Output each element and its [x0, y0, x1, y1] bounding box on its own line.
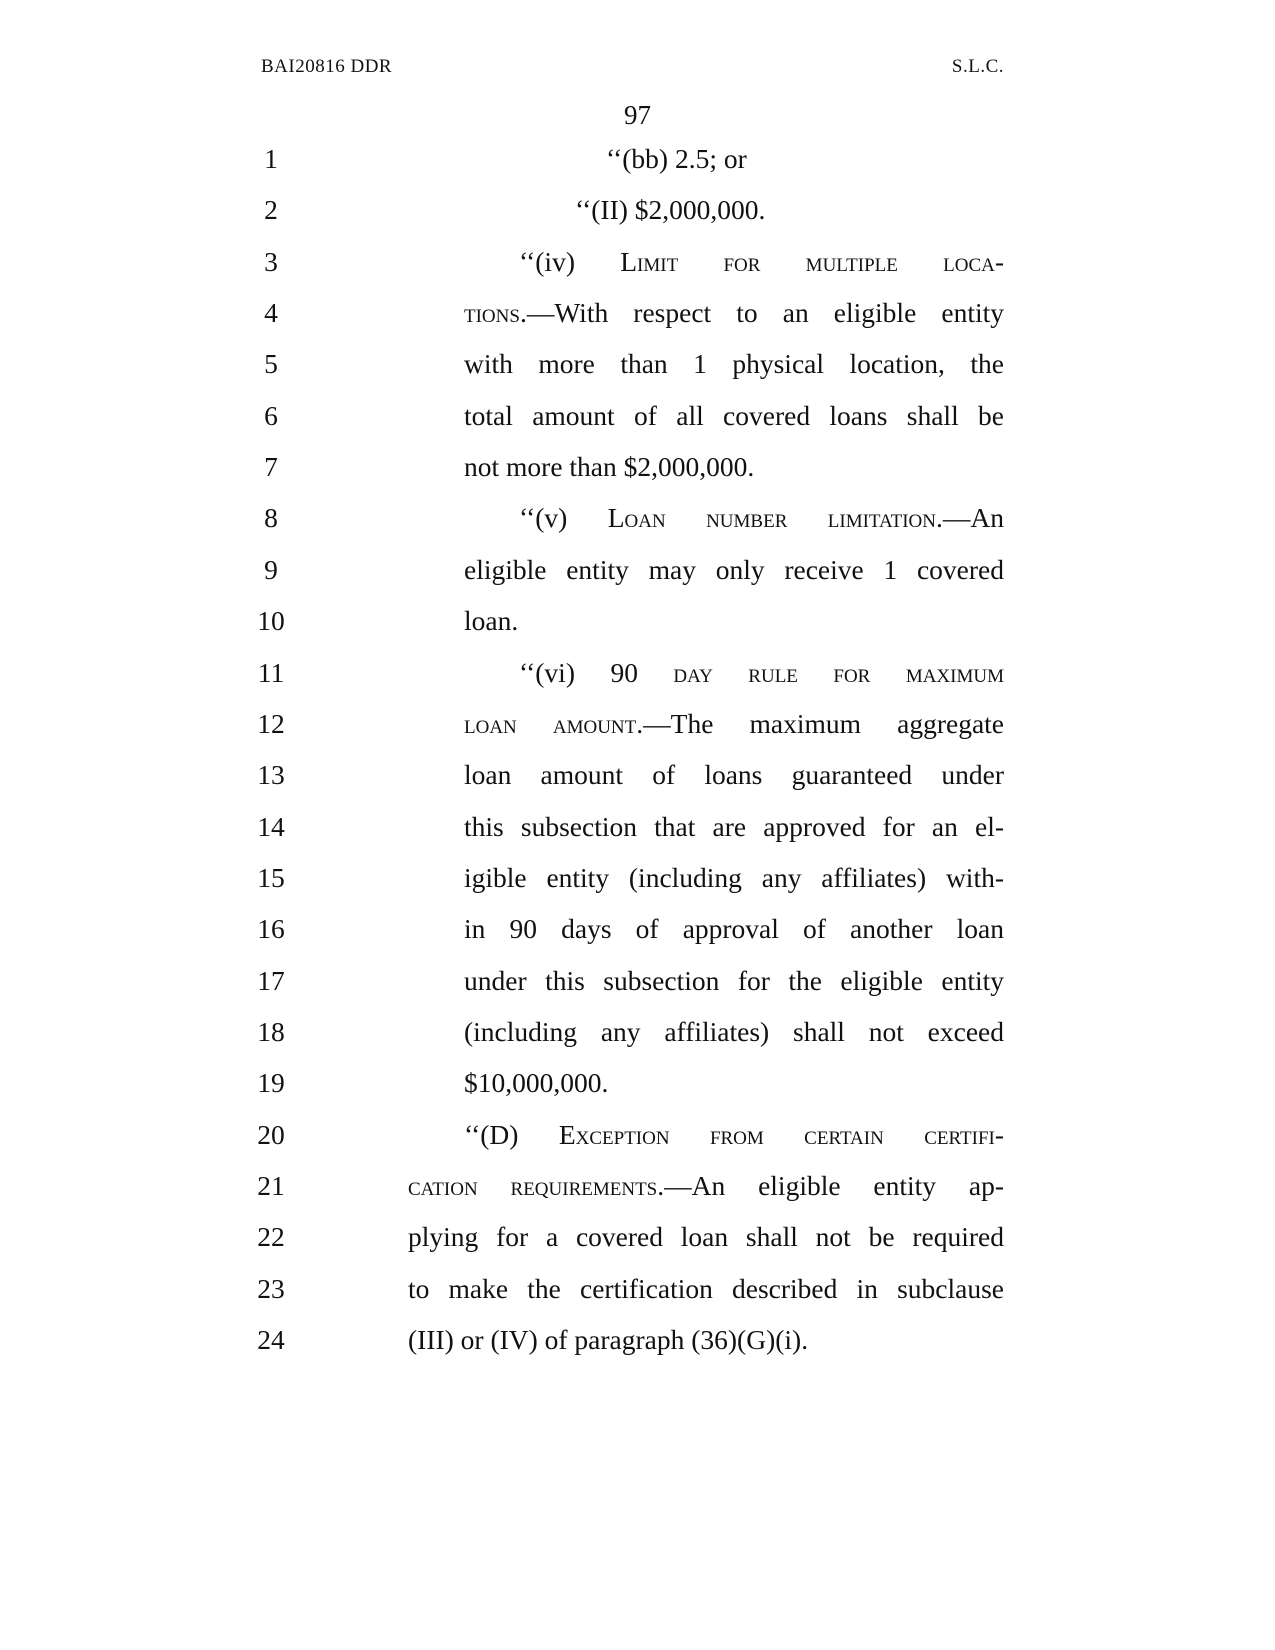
line-text	[464, 337, 1004, 390]
line-number: 14	[257, 810, 285, 842]
text-line	[0, 1108, 1275, 1161]
line-number: 22	[257, 1221, 285, 1253]
line-number: 9	[264, 553, 278, 585]
text-segment: (including any affiliates) shall not exceed	[464, 1015, 1004, 1047]
text-segment: loan.	[464, 605, 519, 637]
line-number: 23	[257, 1272, 285, 1304]
line-number: 13	[257, 759, 285, 791]
text-segment: .—The maximum aggregate	[636, 707, 1004, 739]
text-segment: total amount of all covered loans shall be	[464, 399, 1004, 431]
line-number: 16	[257, 913, 285, 945]
text-segment: not more than $2,000,000.	[464, 451, 755, 483]
text-line	[0, 1210, 1275, 1263]
text-line	[0, 697, 1275, 750]
text-segment: .—An	[936, 502, 1004, 534]
text-segment: plying for a covered loan shall not be required	[408, 1221, 1004, 1253]
line-number: 17	[257, 964, 285, 996]
line-number: 19	[257, 1067, 285, 1099]
text-line	[0, 594, 1275, 647]
line-text	[464, 954, 1004, 1007]
text-segment: ‘‘(vi) 90	[519, 656, 674, 688]
line-text	[464, 800, 1004, 853]
line-number: 11	[257, 656, 285, 688]
line-number: 7	[264, 451, 278, 483]
line-text	[519, 491, 1004, 544]
line-number: 5	[264, 348, 278, 380]
line-number: 24	[257, 1324, 285, 1356]
line-number: 12	[257, 707, 285, 739]
text-segment: ‘‘(iv)	[519, 245, 621, 277]
line-text	[519, 235, 1004, 288]
small-caps-heading: Limit for multiple loca-	[620, 245, 1005, 277]
line-text	[464, 1056, 608, 1109]
line-number: 4	[264, 297, 278, 329]
text-segment: ‘‘(v)	[519, 502, 608, 534]
text-line	[0, 286, 1275, 339]
line-text	[464, 543, 1004, 596]
line-number: 8	[264, 502, 278, 534]
text-line	[0, 440, 1275, 493]
text-line	[0, 337, 1275, 390]
small-caps-heading: loan amount	[464, 707, 637, 739]
text-line	[0, 1313, 1275, 1366]
line-text	[464, 748, 1004, 801]
line-text	[464, 594, 518, 647]
line-number: 3	[264, 245, 278, 277]
line-text	[575, 183, 765, 236]
line-number: 21	[257, 1170, 285, 1201]
document-id: BAI20816 DDR	[261, 56, 393, 77]
text-line	[0, 183, 1275, 236]
text-line	[0, 1159, 1275, 1212]
text-segment: ‘‘(II) $2,000,000.	[575, 194, 766, 226]
text-line	[0, 646, 1275, 699]
line-text	[464, 440, 754, 493]
text-segment: this subsection that are approved for an el-	[464, 810, 1004, 842]
line-number: 20	[257, 1118, 285, 1150]
line-text	[464, 1005, 1004, 1058]
text-line	[0, 235, 1275, 288]
line-text	[464, 389, 1004, 442]
line-number: 6	[264, 399, 278, 431]
small-caps-heading: tions	[464, 297, 520, 329]
line-text	[464, 851, 1004, 904]
line-number: 18	[257, 1015, 285, 1047]
text-segment: eligible entity may only receive 1 covered	[464, 553, 1004, 585]
small-caps-heading: Exception from certain certifi-	[558, 1118, 1004, 1150]
line-text	[519, 646, 1004, 699]
small-caps-heading: cation requirements	[408, 1170, 658, 1201]
text-line	[0, 954, 1275, 1007]
text-segment: igible entity (including any affiliates) with-	[464, 861, 1004, 893]
line-text	[408, 1313, 808, 1366]
document-code: S.L.C.	[951, 56, 1004, 77]
text-line	[0, 1005, 1275, 1058]
line-text	[464, 1108, 1004, 1161]
line-text	[464, 697, 1004, 750]
small-caps-heading: day rule for maximum	[673, 656, 1004, 688]
text-line	[0, 491, 1275, 544]
line-text	[408, 1210, 1004, 1263]
line-text	[464, 902, 1004, 955]
line-text	[464, 286, 1004, 339]
text-line	[0, 1056, 1275, 1109]
text-line	[0, 851, 1275, 904]
text-line	[0, 902, 1275, 955]
text-line	[0, 1262, 1275, 1315]
text-segment: ‘‘(D)	[464, 1118, 559, 1150]
text-segment: in 90 days of approval of another loan	[464, 913, 1004, 945]
small-caps-heading: Loan number limitation	[607, 502, 936, 534]
text-segment: to make the certification described in subclause	[408, 1272, 1004, 1304]
text-line	[0, 543, 1275, 596]
text-segment: with more than 1 physical location, the	[464, 348, 1004, 380]
page-number: 97	[624, 100, 651, 130]
line-number: 2	[264, 194, 278, 226]
text-segment: .—An eligible entity ap-	[657, 1170, 1005, 1201]
line-text	[408, 1159, 1004, 1212]
text-line	[0, 800, 1275, 853]
text-segment: $10,000,000.	[464, 1067, 609, 1099]
line-number: 10	[257, 605, 285, 637]
line-text	[408, 1262, 1004, 1315]
text-segment: loan amount of loans guaranteed under	[464, 759, 1004, 791]
line-number: 15	[257, 861, 285, 893]
text-line	[0, 132, 1275, 185]
text-line	[0, 748, 1275, 801]
text-line	[0, 389, 1275, 442]
text-segment: .—With respect to an eligible entity	[519, 297, 1004, 329]
line-text	[606, 132, 747, 185]
text-segment: under this subsection for the eligible entity	[464, 964, 1004, 996]
text-segment: ‘‘(bb) 2.5; or	[606, 143, 747, 174]
line-number: 1	[264, 143, 278, 174]
text-segment: (III) or (IV) of paragraph (36)(G)(i).	[408, 1324, 809, 1356]
